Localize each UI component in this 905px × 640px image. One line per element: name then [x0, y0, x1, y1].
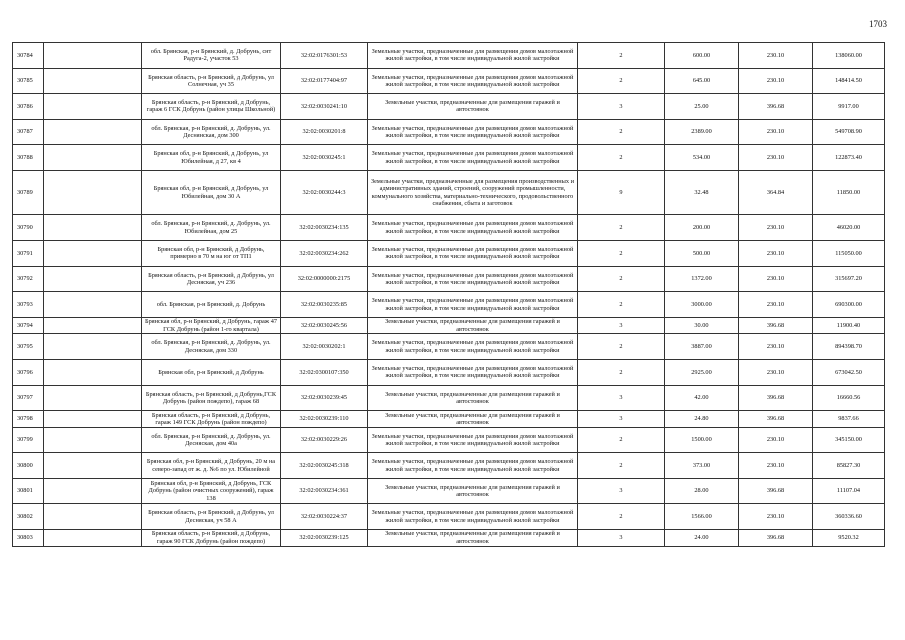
blank-cell: [44, 43, 142, 69]
row-id-cell: 30800: [13, 453, 44, 479]
table-row: [13, 43, 885, 69]
land-use-purpose-cell: Земельные участки, предназначенные для размещения гаражей и автостоянок: [368, 94, 578, 120]
land-use-purpose-cell: Земельные участки, предназначенные для размещения домов малоэтажной жилой застройки, в том числе индивидуальной жилой застройки: [368, 359, 578, 385]
land-use-purpose-cell: Земельные участки, предназначенные для размещения домов малоэтажной жилой застройки, в том числе индивидуальной жилой застройки: [368, 266, 578, 292]
blank-cell: [44, 292, 142, 318]
area-cell: 1566.00: [665, 504, 739, 530]
cadastral-number-cell: 32:02:0176301:53: [281, 43, 368, 69]
address-cell: Брянская область, р-н Брянский, д Добрунь, гараж 149 ГСК Добрунь (район пождепо): [142, 411, 281, 428]
cadastral-value-cell: 46020.00: [813, 215, 885, 241]
group-cell: 2: [578, 119, 665, 145]
cadastral-value-cell: 549708.90: [813, 119, 885, 145]
specific-value-cell: 396.68: [739, 478, 813, 504]
land-use-purpose-cell: Земельные участки, предназначенные для размещения домов малоэтажной жилой застройки, в том числе индивидуальной жилой застройки: [368, 241, 578, 267]
table-row: [13, 478, 885, 504]
cadastral-number-cell: 32:02:0030245:318: [281, 453, 368, 479]
cadastral-value-cell: 11850.00: [813, 170, 885, 215]
address-cell: Брянская обл, р-н Брянский, д Добрунь: [142, 359, 281, 385]
cadastral-number-cell: 32:02:0030229:26: [281, 427, 368, 453]
specific-value-cell: 230.10: [739, 266, 813, 292]
cadastral-number-cell: 32:02:0030245:1: [281, 145, 368, 171]
group-cell: 2: [578, 504, 665, 530]
group-cell: 3: [578, 94, 665, 120]
table-row: [13, 504, 885, 530]
table-row: [13, 215, 885, 241]
page-number: 1703: [869, 19, 887, 29]
specific-value-cell: 230.10: [739, 453, 813, 479]
land-use-purpose-cell: Земельные участки, предназначенные для размещения домов малоэтажной жилой застройки, в том числе индивидуальной жилой застройки: [368, 453, 578, 479]
area-cell: 28.00: [665, 478, 739, 504]
blank-cell: [44, 266, 142, 292]
address-cell: Брянская обл, р-н Брянский, д Добрунь, примерно в 70 м на юг от ТП1: [142, 241, 281, 267]
specific-value-cell: 396.68: [739, 317, 813, 334]
group-cell: 2: [578, 292, 665, 318]
land-use-purpose-cell: Земельные участки, предназначенные для размещения гаражей и автостоянок: [368, 411, 578, 428]
row-id-cell: 30803: [13, 530, 44, 547]
cadastral-number-cell: 32:02:0030234:135: [281, 215, 368, 241]
area-cell: 25.00: [665, 94, 739, 120]
cadastral-number-cell: 32:02:0000000:2175: [281, 266, 368, 292]
blank-cell: [44, 411, 142, 428]
group-cell: 2: [578, 334, 665, 360]
address-cell: Брянская область, р-н Брянский, д Добрунь, ул Солнечная, уч 35: [142, 68, 281, 94]
blank-cell: [44, 145, 142, 171]
specific-value-cell: 230.10: [739, 43, 813, 69]
land-use-purpose-cell: Земельные участки, предназначенные для размещения домов малоэтажной жилой застройки, в том числе индивидуальной жилой застройки: [368, 334, 578, 360]
blank-cell: [44, 317, 142, 334]
group-cell: 2: [578, 145, 665, 171]
land-use-purpose-cell: Земельные участки, предназначенные для размещения домов малоэтажной жилой застройки, в том числе индивидуальной жилой застройки: [368, 43, 578, 69]
table-row: [13, 334, 885, 360]
specific-value-cell: 230.10: [739, 292, 813, 318]
group-cell: 3: [578, 530, 665, 547]
cadastral-value-cell: 315697.20: [813, 266, 885, 292]
row-id-cell: 30792: [13, 266, 44, 292]
group-cell: 2: [578, 266, 665, 292]
specific-value-cell: 396.68: [739, 385, 813, 411]
specific-value-cell: 230.10: [739, 504, 813, 530]
table-row: [13, 68, 885, 94]
area-cell: 30.00: [665, 317, 739, 334]
blank-cell: [44, 94, 142, 120]
group-cell: 3: [578, 385, 665, 411]
row-id-cell: 30798: [13, 411, 44, 428]
specific-value-cell: 230.10: [739, 334, 813, 360]
cadastral-number-cell: 32:02:0030224:37: [281, 504, 368, 530]
cadastral-number-cell: 32:02:0030239:45: [281, 385, 368, 411]
blank-cell: [44, 215, 142, 241]
row-id-cell: 30793: [13, 292, 44, 318]
table-row: [13, 292, 885, 318]
row-id-cell: 30789: [13, 170, 44, 215]
row-id-cell: 30784: [13, 43, 44, 69]
area-cell: 645.00: [665, 68, 739, 94]
address-cell: обл. Брянская, р-н Брянский, д. Добрунь, снт Радуга-2, участок 53: [142, 43, 281, 69]
table-body: [13, 43, 885, 547]
cadastral-value-cell: 9837.66: [813, 411, 885, 428]
specific-value-cell: 230.10: [739, 68, 813, 94]
address-cell: Брянская область, р-н Брянский, д Добрунь, гараж 90 ГСК Добрунь (район пождепо): [142, 530, 281, 547]
land-use-purpose-cell: Земельные участки, предназначенные для размещения домов малоэтажной жилой застройки, в том числе индивидуальной жилой застройки: [368, 68, 578, 94]
blank-cell: [44, 119, 142, 145]
cadastral-number-cell: 32:02:0030202:1: [281, 334, 368, 360]
land-use-purpose-cell: Земельные участки, предназначенные для размещения домов малоэтажной жилой застройки, в том числе индивидуальной жилой застройки: [368, 292, 578, 318]
cadastral-value-cell: 360336.60: [813, 504, 885, 530]
row-id-cell: 30796: [13, 359, 44, 385]
area-cell: 2389.00: [665, 119, 739, 145]
cadastral-value-cell: 11107.04: [813, 478, 885, 504]
blank-cell: [44, 68, 142, 94]
row-id-cell: 30794: [13, 317, 44, 334]
cadastral-value-cell: 9917.00: [813, 94, 885, 120]
cadastral-value-cell: 894398.70: [813, 334, 885, 360]
land-use-purpose-cell: Земельные участки, предназначенные для размещения гаражей и автостоянок: [368, 530, 578, 547]
area-cell: 534.00: [665, 145, 739, 171]
cadastral-number-cell: 32:02:0030234:361: [281, 478, 368, 504]
specific-value-cell: 230.10: [739, 145, 813, 171]
land-use-purpose-cell: Земельные участки, предназначенные для размещения производственных и административных зданий, строений, сооружений промышленности, коммунального хозяйства, материально-технического, продовольственного снабжения, сбыта и заготовок: [368, 170, 578, 215]
cadastral-number-cell: 32:02:0030235:85: [281, 292, 368, 318]
area-cell: 2925.00: [665, 359, 739, 385]
address-cell: Брянская обл, р-н Брянский, д Добрунь, ГСК Добрунь (район очистных сооружений), гараж 138: [142, 478, 281, 504]
cadastral-number-cell: 32:02:0030244:3: [281, 170, 368, 215]
area-cell: 32.48: [665, 170, 739, 215]
area-cell: 1500.00: [665, 427, 739, 453]
cadastral-number-cell: 32:02:0030239:125: [281, 530, 368, 547]
land-use-purpose-cell: Земельные участки, предназначенные для размещения гаражей и автостоянок: [368, 317, 578, 334]
land-use-purpose-cell: Земельные участки, предназначенные для размещения домов малоэтажной жилой застройки, в том числе индивидуальной жилой застройки: [368, 427, 578, 453]
address-cell: обл. Брянская, р-н Брянский, д. Добрунь: [142, 292, 281, 318]
address-cell: Брянская обл, р-н Брянский, д Добрунь, ул Юбилейная, дом 30 А: [142, 170, 281, 215]
land-use-purpose-cell: Земельные участки, предназначенные для размещения домов малоэтажной жилой застройки, в том числе индивидуальной жилой застройки: [368, 119, 578, 145]
table-row: [13, 119, 885, 145]
cadastral-number-cell: 32:02:0030239:110: [281, 411, 368, 428]
table-row: [13, 427, 885, 453]
table-row: [13, 94, 885, 120]
cadastral-value-cell: 16660.56: [813, 385, 885, 411]
specific-value-cell: 396.68: [739, 94, 813, 120]
area-cell: 500.00: [665, 241, 739, 267]
group-cell: 2: [578, 427, 665, 453]
specific-value-cell: 230.10: [739, 119, 813, 145]
row-id-cell: 30799: [13, 427, 44, 453]
blank-cell: [44, 453, 142, 479]
row-id-cell: 30795: [13, 334, 44, 360]
address-cell: обл. Брянская, р-н Брянский, д. Добрунь, ул. Деснянская, дом 300: [142, 119, 281, 145]
table-row: [13, 359, 885, 385]
cadastral-value-cell: 122873.40: [813, 145, 885, 171]
row-id-cell: 30797: [13, 385, 44, 411]
table-row: [13, 241, 885, 267]
address-cell: Брянская обл, р-н Брянский, д Добрунь, 20 м на северо-запад от ж. д. №6 по ул. Юбилейной: [142, 453, 281, 479]
group-cell: 2: [578, 68, 665, 94]
row-id-cell: 30787: [13, 119, 44, 145]
row-id-cell: 30802: [13, 504, 44, 530]
row-id-cell: 30788: [13, 145, 44, 171]
specific-value-cell: 396.68: [739, 530, 813, 547]
blank-cell: [44, 530, 142, 547]
table-row: [13, 317, 885, 334]
table-row: [13, 385, 885, 411]
land-use-purpose-cell: Земельные участки, предназначенные для размещения гаражей и автостоянок: [368, 478, 578, 504]
cadastral-number-cell: 32:02:0030245:56: [281, 317, 368, 334]
cadastral-value-cell: 690300.00: [813, 292, 885, 318]
area-cell: 3000.00: [665, 292, 739, 318]
blank-cell: [44, 478, 142, 504]
row-id-cell: 30801: [13, 478, 44, 504]
address-cell: Брянская обл, р-н Брянский, д Добрунь, ул Юбилейная, д 27, кв 4: [142, 145, 281, 171]
specific-value-cell: 364.84: [739, 170, 813, 215]
address-cell: обл. Брянская, р-н Брянский, д. Добрунь, ул. Десняская, дом 40а: [142, 427, 281, 453]
row-id-cell: 30791: [13, 241, 44, 267]
cadastral-value-cell: 148414.50: [813, 68, 885, 94]
land-use-purpose-cell: Земельные участки, предназначенные для размещения домов малоэтажной жилой застройки, в том числе индивидуальной жилой застройки: [368, 145, 578, 171]
area-cell: 24.00: [665, 530, 739, 547]
specific-value-cell: 230.10: [739, 215, 813, 241]
address-cell: Брянская обл, р-н Брянский, д Добрунь, гараж 47 ГСК Добрунь (район 1-го квартала): [142, 317, 281, 334]
address-cell: Брянская область, р-н Брянский, д Добрунь, ул Десняская, уч 58 А: [142, 504, 281, 530]
table-row: [13, 411, 885, 428]
cadastral-value-cell: 85827.30: [813, 453, 885, 479]
specific-value-cell: 396.68: [739, 411, 813, 428]
specific-value-cell: 230.10: [739, 427, 813, 453]
blank-cell: [44, 385, 142, 411]
table-row: [13, 266, 885, 292]
cadastral-value-cell: 138060.00: [813, 43, 885, 69]
row-id-cell: 30785: [13, 68, 44, 94]
land-use-purpose-cell: Земельные участки, предназначенные для размещения домов малоэтажной жилой застройки, в том числе индивидуальной жилой застройки: [368, 215, 578, 241]
blank-cell: [44, 241, 142, 267]
cadastral-number-cell: 32:02:0030234:262: [281, 241, 368, 267]
cadastral-number-cell: 32:02:0030241:10: [281, 94, 368, 120]
group-cell: 2: [578, 241, 665, 267]
cadastral-value-cell: 345150.00: [813, 427, 885, 453]
group-cell: 2: [578, 359, 665, 385]
blank-cell: [44, 427, 142, 453]
blank-cell: [44, 170, 142, 215]
area-cell: 1372.00: [665, 266, 739, 292]
group-cell: 2: [578, 43, 665, 69]
group-cell: 3: [578, 411, 665, 428]
specific-value-cell: 230.10: [739, 241, 813, 267]
cadastral-value-cell: 9520.32: [813, 530, 885, 547]
row-id-cell: 30790: [13, 215, 44, 241]
land-use-purpose-cell: Земельные участки, предназначенные для размещения гаражей и автостоянок: [368, 385, 578, 411]
blank-cell: [44, 359, 142, 385]
blank-cell: [44, 504, 142, 530]
cadastral-value-cell: 11900.40: [813, 317, 885, 334]
group-cell: 9: [578, 170, 665, 215]
group-cell: 2: [578, 215, 665, 241]
cadastral-table: [12, 42, 885, 547]
area-cell: 200.00: [665, 215, 739, 241]
cadastral-number-cell: 32:02:0177404:97: [281, 68, 368, 94]
table-row: [13, 530, 885, 547]
blank-cell: [44, 334, 142, 360]
area-cell: 373.00: [665, 453, 739, 479]
address-cell: обл. Брянская, р-н Брянский, д. Добрунь, ул. Юбилейная, дом 25: [142, 215, 281, 241]
group-cell: 3: [578, 478, 665, 504]
cadastral-value-cell: 673042.50: [813, 359, 885, 385]
area-cell: 24.80: [665, 411, 739, 428]
address-cell: Брянская область, р-н Брянский, д Добрунь, гараж 6 ГСК Добрунь (район улицы Школьной): [142, 94, 281, 120]
cadastral-number-cell: 32:02:0030201:8: [281, 119, 368, 145]
specific-value-cell: 230.10: [739, 359, 813, 385]
table-row: [13, 145, 885, 171]
cadastral-value-cell: 115050.00: [813, 241, 885, 267]
cadastral-number-cell: 32:02:0300107:350: [281, 359, 368, 385]
table-row: [13, 170, 885, 215]
land-use-purpose-cell: Земельные участки, предназначенные для размещения домов малоэтажной жилой застройки, в том числе индивидуальной жилой застройки: [368, 504, 578, 530]
address-cell: обл. Брянская, р-н Брянский, д. Добрунь, ул. Десняская, дом 330: [142, 334, 281, 360]
table-row: [13, 453, 885, 479]
area-cell: 42.00: [665, 385, 739, 411]
address-cell: Брянская область, р-н Брянский, д Добрунь,ГСК Добрунь (район пождепо), гараж 68: [142, 385, 281, 411]
group-cell: 2: [578, 453, 665, 479]
group-cell: 3: [578, 317, 665, 334]
area-cell: 600.00: [665, 43, 739, 69]
row-id-cell: 30786: [13, 94, 44, 120]
area-cell: 3887.00: [665, 334, 739, 360]
address-cell: Брянская область, р-н Брянский, д Добрунь, ул Десняская, уч 236: [142, 266, 281, 292]
